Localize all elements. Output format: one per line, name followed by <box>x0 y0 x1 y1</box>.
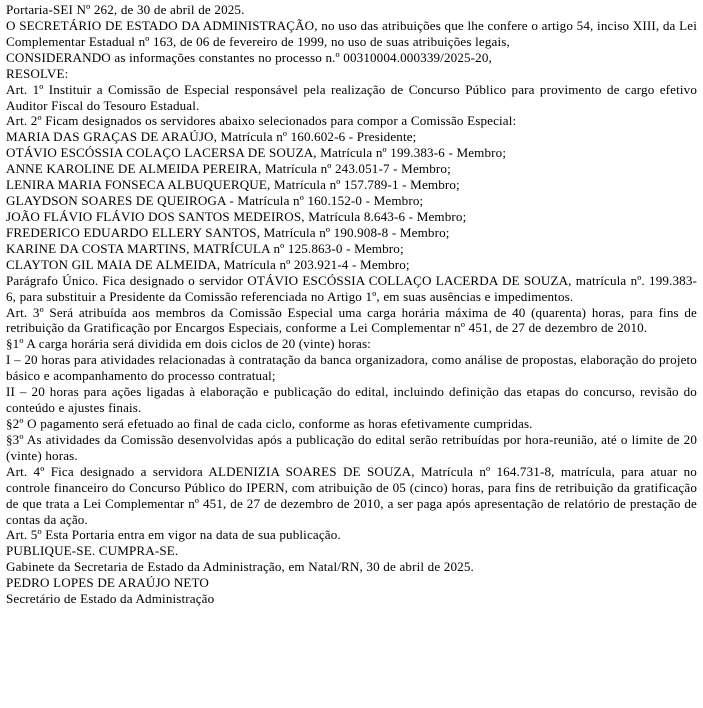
signatory-name-line: PEDRO LOPES DE ARAÚJO NETO <box>6 575 210 591</box>
commission-member-line: JOÃO FLÁVIO FLÁVIO DOS SANTOS MEDEIROS, Matrícula 8.643-6 - Membro; <box>6 208 467 224</box>
preamble-paragraph: O SECRETÁRIO DE ESTADO DA ADMINISTRAÇÃO, no uso das atribuições que lhe confere o artigo 54, inciso XIII, da Lei Complementar Estadual nº 163, de 06 de fevereiro de 1999, no uso de suas atribuições legais, <box>6 17 697 49</box>
paragrafo-unico-paragraph: Parágrafo Único. Fica designado o servidor OTÁVIO ESCÓSSIA COLLAÇO LACERDA DE SOUZA, matrícula nº. 199.383-6, para substituir a Presidente da Comissão referenciada no Artigo 1º, em suas ausências e impedimentos. <box>6 272 697 304</box>
signatory-title-line: Secretário de Estado da Administração <box>6 591 215 607</box>
inciso-ii-clause: II – 20 horas para ações ligadas à elaboração e publicação do edital, incluindo definição das etapas do concurso, revisão do conteúdo e ajustes finais. <box>6 384 697 416</box>
article-5-paragraph: Art. 5º Esta Portaria entra em vigor na data de sua publicação. <box>6 527 341 543</box>
portaria-heading: Portaria-SEI Nº 262, de 30 de abril de 2025. <box>6 2 245 17</box>
inciso-i-clause: I – 20 horas para atividades relacionadas à contratação da banca organizadora, como análise de propostas, elaboração do projeto básico e acompanhamento do processo contratual; <box>6 352 697 384</box>
commission-member-line: ANNE KAROLINE DE ALMEIDA PEREIRA, Matrícula nº 243.051-7 - Membro; <box>6 161 451 177</box>
resolve-label: RESOLVE: <box>6 65 69 81</box>
commission-member-line: KARINE DA COSTA MARTINS, MATRÍCULA nº 125.863-0 - Membro; <box>6 240 404 256</box>
considerando-paragraph: CONSIDERANDO as informações constantes no processo n.º 00310004.000339/2025-20, <box>6 49 492 65</box>
commission-member-line: MARIA DAS GRAÇAS DE ARAÚJO, Matrícula nº 160.602-6 - Presidente; <box>6 129 417 145</box>
paragraph-3-clause: §3º As atividades da Comissão desenvolvidas após a publicação do edital serão retribuídas por hora-reunião, até o limite de 20 (vinte) horas. <box>6 431 697 463</box>
commission-member-line: GLAYDSON SOARES DE QUEIROGA - Matrícula nº 160.152-0 - Membro; <box>6 193 424 209</box>
paragraph-2-clause: §2º O pagamento será efetuado ao final de cada ciclo, conforme as horas efetivamente cumpridas. <box>6 415 533 431</box>
article-3-paragraph: Art. 3º Será atribuída aos membros da Comissão Especial uma carga horária máxima de 40 (quarenta) horas, para fins de retribuição da Gratificação por Encargos Especiais, conforme a Lei Complementar nº 451, de 27 de dezembro de 2010. <box>6 304 697 336</box>
article-2-paragraph: Art. 2º Ficam designados os servidores abaixo selecionados para compor a Comissão Especial: <box>6 113 517 129</box>
commission-member-line: LENIRA MARIA FONSECA ALBUQUERQUE, Matrícula nº 157.789-1 - Membro; <box>6 177 460 193</box>
publication-order-line: PUBLIQUE-SE. CUMPRA-SE. <box>6 543 179 559</box>
commission-member-line: OTÁVIO ESCÓSSIA COLAÇO LACERSA DE SOUZA, Matrícula nº 199.383-6 - Membro; <box>6 145 507 161</box>
commission-member-line: FREDERICO EDUARDO ELLERY SANTOS, Matrícula nº 190.908-8 - Membro; <box>6 224 450 240</box>
place-and-date-line: Gabinete da Secretaria de Estado da Administração, em Natal/RN, 30 de abril de 2025. <box>6 559 474 575</box>
paragraph-1-clause: §1º A carga horária será dividida em dois ciclos de 20 (vinte) horas: <box>6 336 371 352</box>
commission-member-line: CLAYTON GIL MAIA DE ALMEIDA, Matrícula nº 203.921-4 - Membro; <box>6 256 410 272</box>
article-4-paragraph: Art. 4º Fica designado a servidora ALDENIZIA SOARES DE SOUZA, Matrícula nº 164.731-8, matrícula, para atuar no controle financeiro do Concurso Público do IPERN, com atribuição de 05 (cinco) horas, para fins de retribuição da gratificação de que trata a Lei Complementar nº 451, de 27 de dezembro de 2010, a ser paga após apresentação de relatório de prestação de contas da ação. <box>6 463 697 527</box>
article-1-paragraph: Art. 1º Instituir a Comissão de Especial responsável pela realização de Concurso Público para provimento de cargo efetivo Auditor Fiscal do Tesouro Estadual. <box>6 81 697 113</box>
